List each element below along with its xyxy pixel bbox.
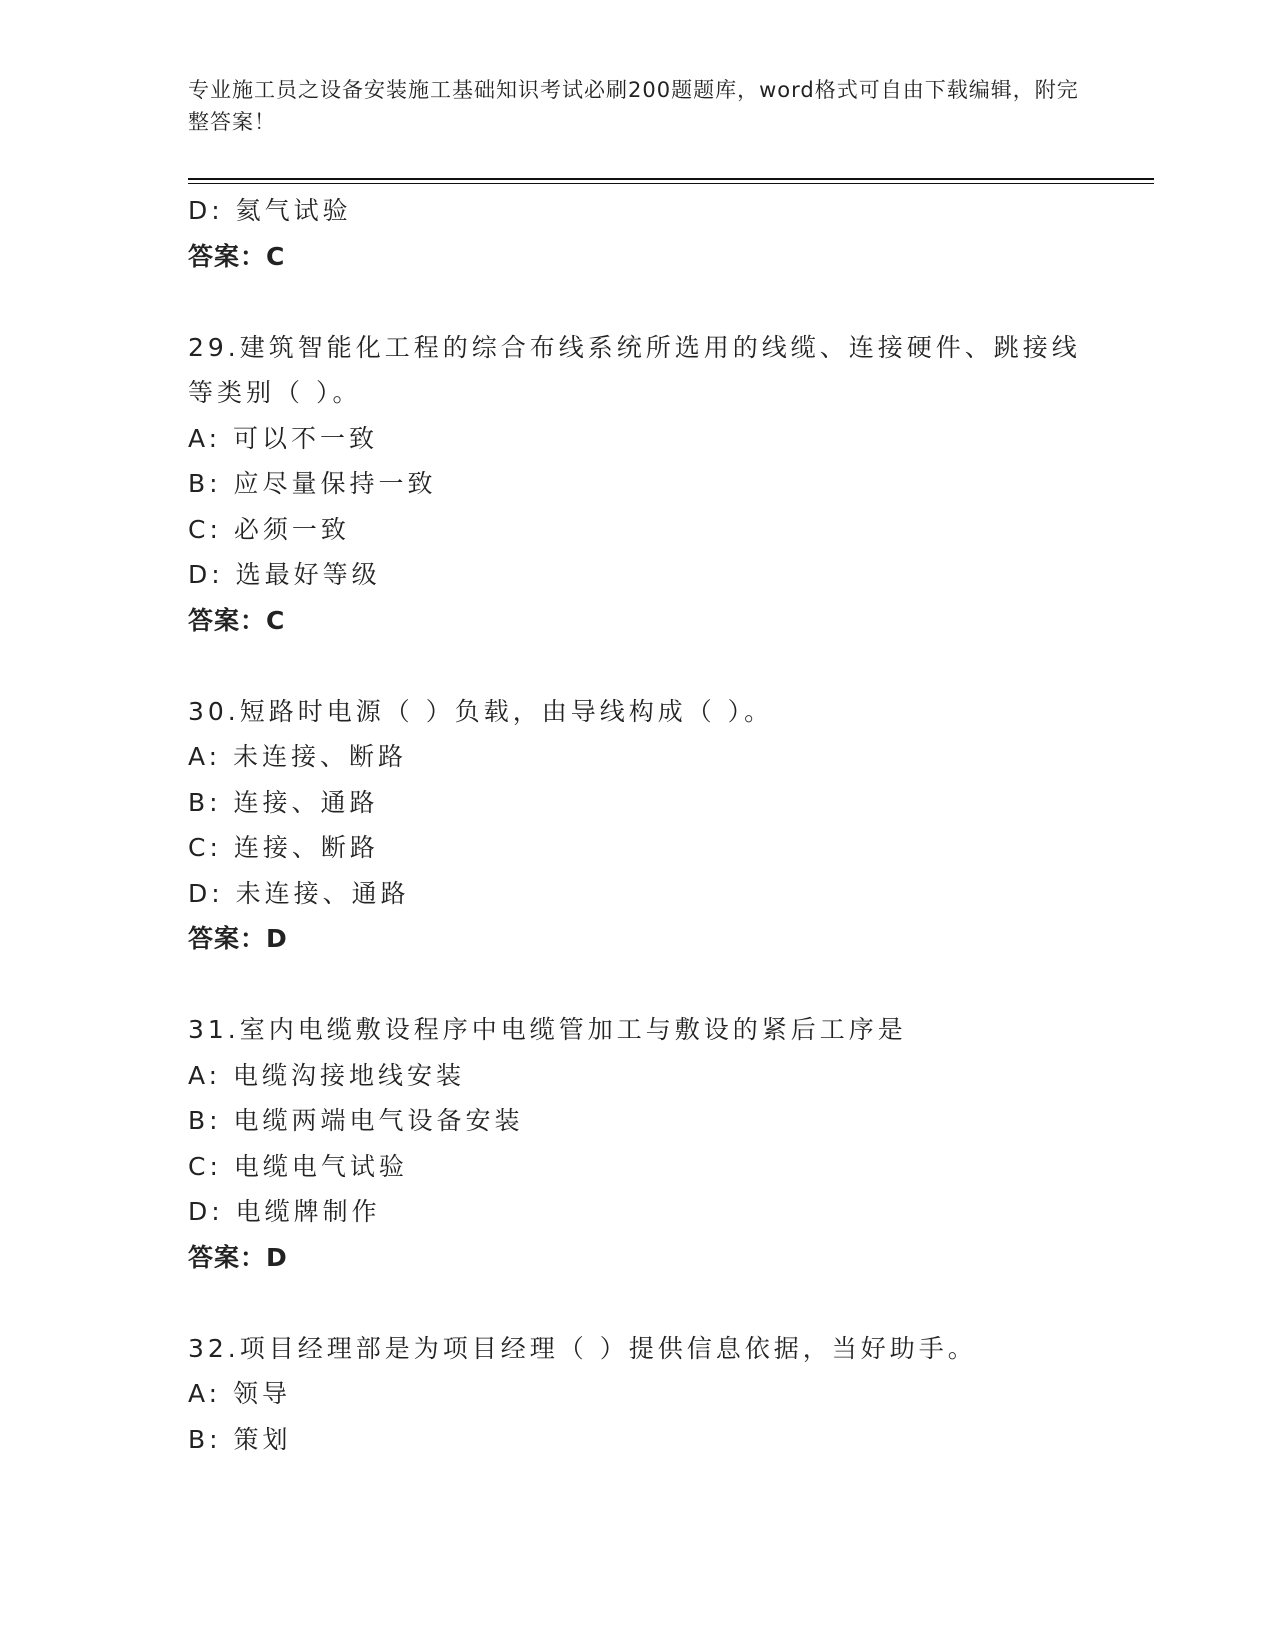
spacer [188, 643, 1108, 689]
page-header: 专业施工员之设备安装施工基础知识考试必刷200题题库，word格式可自由下载编辑，附完整答案！ [188, 78, 1079, 134]
spacer [188, 962, 1108, 1008]
question-31-stem: 31.室内电缆敷设程序中电缆管加工与敷设的紧后工序是 [188, 1015, 907, 1044]
question-32-stem: 32.项目经理部是为项目经理（ ）提供信息依据，当好助手。 [188, 1333, 977, 1363]
question-30-option-b: B: 连接、通路 [188, 787, 379, 817]
lead-option-d: D: 氦气试验 [188, 196, 352, 225]
question-29-answer: 答案：C [188, 605, 286, 635]
spacer [188, 279, 1108, 325]
question-30-option-c: C: 连接、断路 [188, 833, 379, 862]
question-31-option-d: D: 电缆牌制作 [188, 1197, 381, 1226]
question-29-option-d: D: 选最好等级 [188, 560, 381, 589]
question-31-option-c: C: 电缆电气试验 [188, 1151, 408, 1181]
question-31-option-b: B: 电缆两端电气设备安装 [188, 1106, 524, 1135]
question-32-option-b: B: 策划 [188, 1424, 292, 1454]
question-30-stem: 30.短路时电源（ ）负载，由导线构成（ ）。 [188, 696, 774, 726]
question-29-option-a: A: 可以不一致 [188, 423, 379, 453]
question-31-option-a: A: 电缆沟接地线安装 [188, 1060, 466, 1090]
question-31-answer: 答案：D [188, 1242, 288, 1272]
header-divider-thin [188, 183, 1154, 184]
question-30-option-d: D: 未连接、通路 [188, 878, 410, 908]
question-content [188, 188, 1108, 1462]
spacer [188, 1280, 1108, 1326]
header-divider-thick [188, 178, 1154, 180]
question-30-option-a: A: 未连接、断路 [188, 742, 408, 771]
question-29-option-b: B: 应尽量保持一致 [188, 469, 437, 498]
question-32-option-a: A: 领导 [188, 1379, 292, 1408]
question-30-answer: 答案：D [188, 924, 288, 953]
lead-answer: 答案：C [188, 241, 286, 271]
question-29-stem: 29.建筑智能化工程的综合布线系统所选用的线缆、连接硬件、跳接线等类别（ ）。 [188, 332, 1081, 407]
question-29-option-c: C: 必须一致 [188, 514, 350, 544]
